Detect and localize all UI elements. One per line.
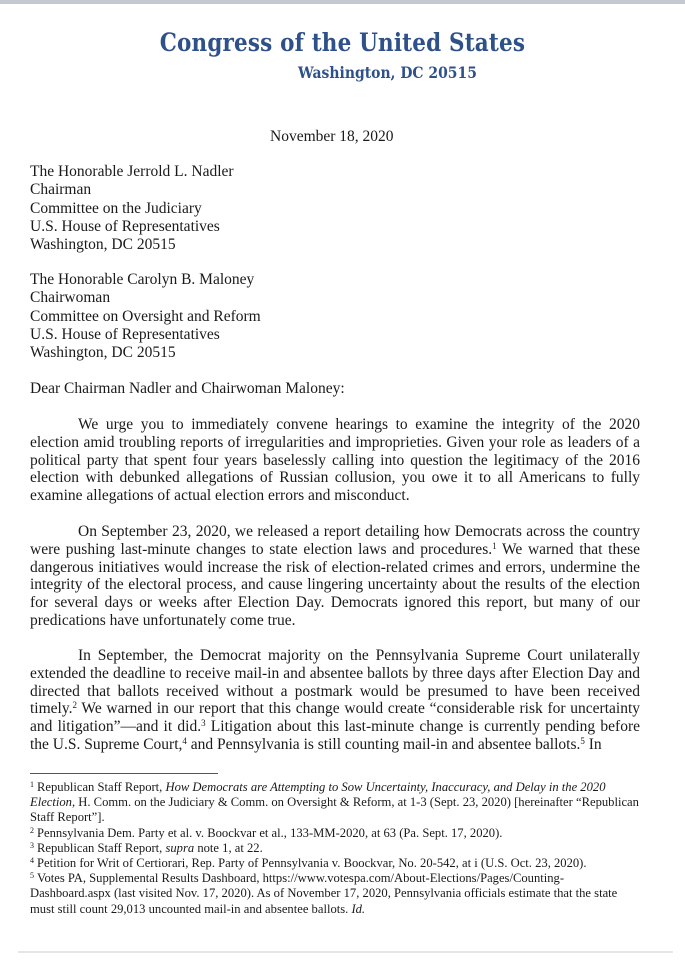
body-paragraph-3 xyxy=(30,647,640,754)
address-line: Chairman xyxy=(30,181,92,199)
body-paragraph-2 xyxy=(30,523,640,630)
salutation: Dear Chairman Nadler and Chairwoman Maloney: xyxy=(30,380,345,397)
footnote-ref[interactable]: 3 xyxy=(201,718,206,729)
paragraph-text: We warned in our report that this change would create “considerable risk for uncertainty and litigation”—and it did. xyxy=(30,700,640,736)
footnote-number: 4 xyxy=(30,856,34,866)
footnote-text: Votes PA, Supplemental Results Dashboard, https://www.votespa.com/About-Elections/Pages/Counting-Dashboard.aspx (last visited Nov. 17, 2020). As of November 17, 2020, Pennsylvania officials estimate that the state must still count 29,013 uncounted mail-in and absentee ballots. xyxy=(30,871,618,916)
top-edge-bar xyxy=(0,0,685,4)
paragraph-text: We urge you to immediately convene hearings to examine the integrity of the 2020 election amid troubling reports of irregularities and improprieties. Given your role as leaders of a political party that spent four years baselessly calling into question the legitimacy of the 2016 election with debunked allegations of Russian collusion, you owe it to all Americans to fully examine allegations of actual election errors and misconduct. xyxy=(30,416,640,505)
footnote-1 xyxy=(30,780,642,826)
paragraph-text: In xyxy=(584,735,602,753)
footnote-ref[interactable]: 1 xyxy=(492,540,497,551)
letterhead xyxy=(0,26,685,83)
footnote-number: 5 xyxy=(30,871,34,881)
footnote-italic-text: Id. xyxy=(351,901,366,916)
footnote-number: 3 xyxy=(30,840,34,850)
letterhead-title: Congress of the United States xyxy=(159,28,526,57)
footnote-3 xyxy=(30,841,642,856)
paragraph-text: and Pennsylvania is still counting mail-in and absentee ballots. xyxy=(186,735,581,753)
recipient-address-2 xyxy=(30,271,261,362)
footnote-text: Petition for Writ of Certiorari, Rep. Party of Pennsylvania v. Boockvar, No. 20-542, at i (U.S. Oct. 23, 2020). xyxy=(37,856,587,871)
address-line: U.S. House of Representatives xyxy=(30,325,220,343)
address-line: The Honorable Jerrold L. Nadler xyxy=(30,163,234,180)
footnote-text: note 1, at 22. xyxy=(194,840,263,855)
address-line: Washington, DC 20515 xyxy=(30,344,176,362)
footnote-number: 2 xyxy=(30,825,34,835)
footnote-4 xyxy=(30,856,642,871)
address-line: Chairwoman xyxy=(30,289,111,307)
paragraph-text: On September 23, 2020, we released a report detailing how Democrats across the country were pushing last-minute changes to state election laws and procedures. xyxy=(30,523,640,558)
footnote-text: Republican Staff Report, xyxy=(37,840,166,855)
footnote-text: Pennsylvania Dem. Party et al. v. Boockvar et al., 133-MM-2020, at 63 (Pa. Sept. 17, 2020). xyxy=(37,825,503,840)
footnote-5 xyxy=(30,871,642,917)
footnote-separator xyxy=(30,773,218,774)
address-line: The Honorable Carolyn B. Maloney xyxy=(30,271,255,288)
page-bottom-edge xyxy=(18,951,673,953)
footnote-ref[interactable]: 2 xyxy=(72,700,77,711)
recipient-address-1 xyxy=(30,163,234,254)
footnote-text: H. Comm. on the Judiciary & Comm. on Oversight & Reform, at 1-3 (Sept. 23, 2020) [hereinafter “Republican Staff Report”]. xyxy=(30,795,639,825)
body-paragraph-1 xyxy=(30,416,640,505)
footnote-2 xyxy=(30,826,642,841)
footnote-text: Republican Staff Report, xyxy=(37,780,166,794)
paragraph-text: In September, the Democrat majority on the Pennsylvania Supreme Court unilaterally extended the deadline to receive mail-in and absentee ballots by three days after Election Day and directed that ballots received without a postmark would be presumed to have been received timely. xyxy=(30,647,640,718)
footnote-italic-text: supra xyxy=(165,840,195,855)
address-line: Committee on Oversight and Reform xyxy=(30,307,261,325)
footnote-ref[interactable]: 4 xyxy=(182,735,187,746)
address-line: Committee on the Judiciary xyxy=(30,199,202,217)
paragraph-text: Litigation about this last-minute change is currently pending before the U.S. Supreme Court, xyxy=(30,718,640,753)
footnote-italic-text: How Democrats are Attempting to Sow Uncertainty, Inaccuracy, and Delay in the 2020 Election, xyxy=(30,780,606,810)
footnotes xyxy=(30,780,642,917)
letterhead-subtitle: Washington, DC 20515 xyxy=(298,63,477,82)
letter-date: November 18, 2020 xyxy=(270,128,394,145)
address-line: Washington, DC 20515 xyxy=(30,236,176,254)
paragraph-text: We warned that these dangerous initiatives would increase the risk of election-related crimes and errors, undermine the integrity of the electoral process, and cause lingering uncertainty about the results of the election for several days or weeks after Election Day. Democrats ignored this report, but many of our predications have unfortunately come true. xyxy=(30,540,640,629)
footnote-ref[interactable]: 5 xyxy=(580,735,585,746)
address-line: U.S. House of Representatives xyxy=(30,217,220,235)
footnote-number: 1 xyxy=(30,780,34,789)
